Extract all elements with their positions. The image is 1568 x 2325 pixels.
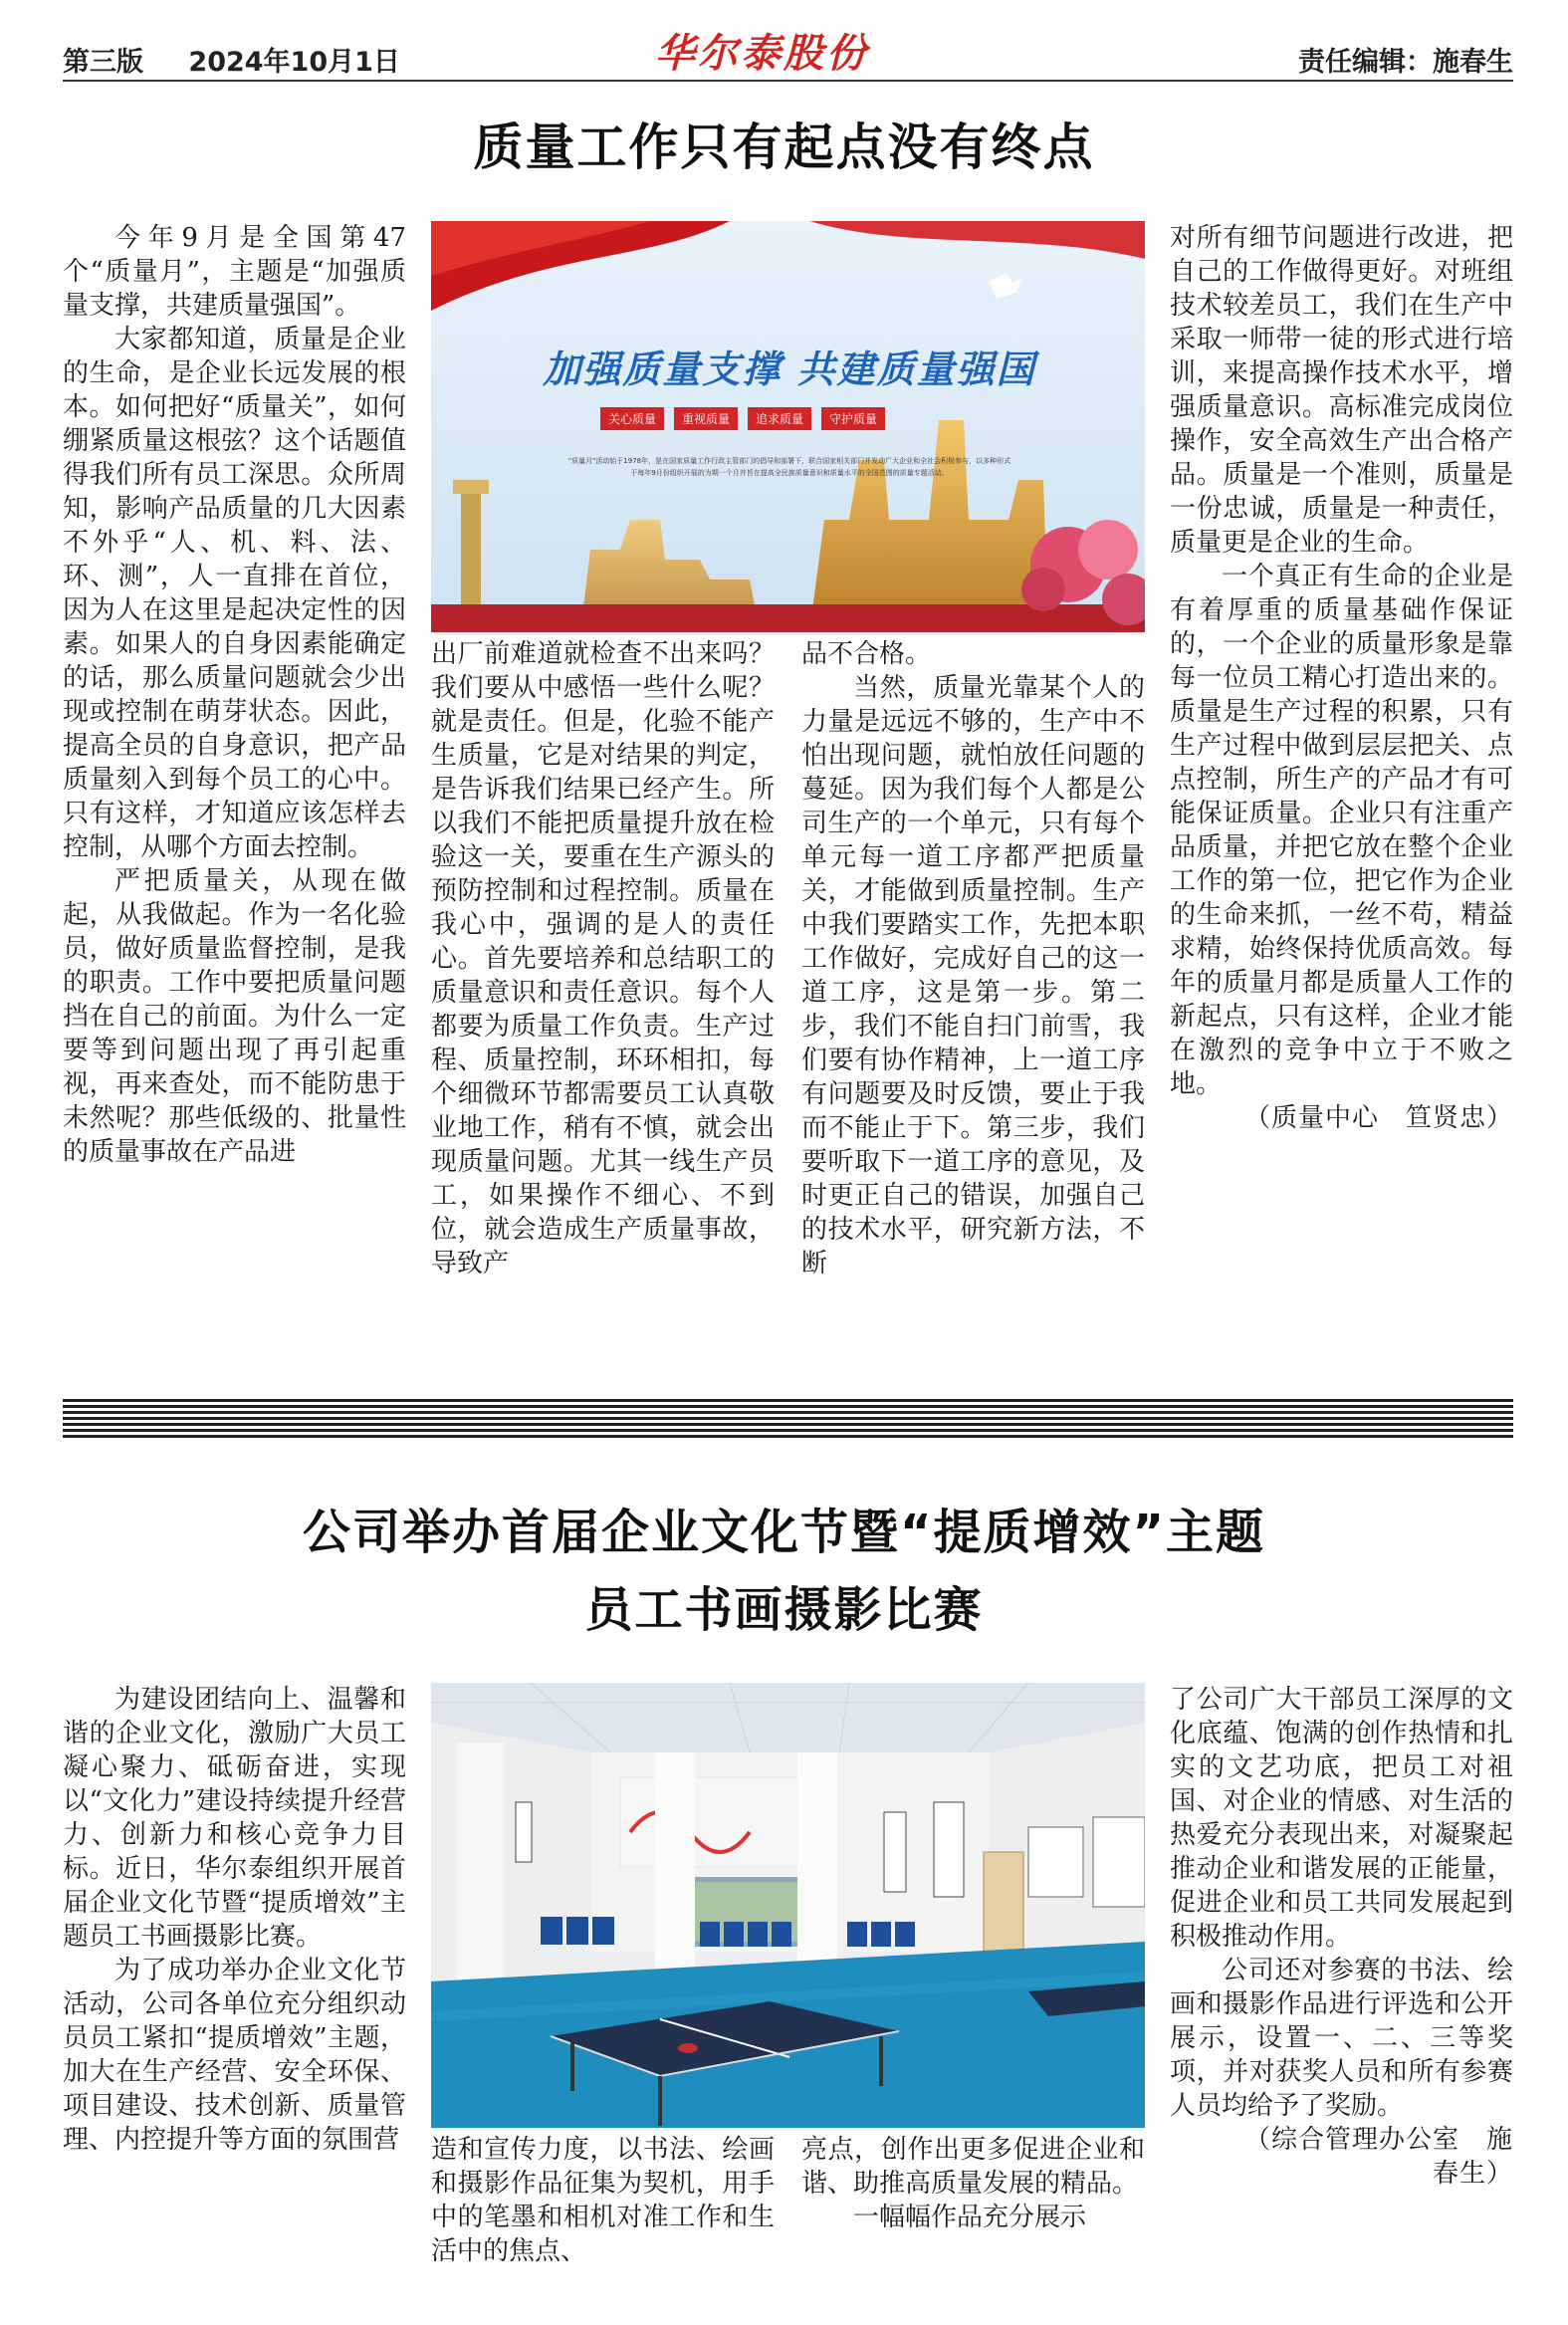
poster-caption-line: 于每年9月份组织开展的为期一个月并旨在提高全民族质量意识和质量水平的全国范围的质量专题活动。 [630, 469, 949, 477]
header-divider [63, 80, 1513, 82]
editor-label: 责任编辑：施春生 [1298, 47, 1513, 78]
article2-column-4 [1170, 1683, 1513, 2280]
poster-caption-line: "质量月"活动始于1978年，是在国家质量工作行政主管部门的倡导和部署下，联合国家相关部门并发动广大企业和全社会积极参与，以多种形式 [567, 457, 1011, 465]
article2-title-line: 员工书画摄影比赛 [584, 1582, 984, 1638]
edition-label: 第三版 [63, 47, 143, 78]
paragraph: 亮点，创作出更多促进企业和谐、助推高质量发展的精品。 [801, 2135, 1145, 2199]
activity-room-photo [431, 1683, 1145, 2128]
activity-room-photo-graphic [431, 1683, 1145, 2128]
poster-tag: 关心质量 [600, 407, 664, 430]
paragraph: 对所有细节问题进行改进，把自己的工作做得更好。对班组技术较差员工，我们在生产中采取一师带一徒的形式进行培训，来提高操作技术水平，增强质量意识。高标准完成岗位操作，安全高效生产出合格产品。质量是一个准则，质量是一份忠诚，质量是一种责任，质量更是企业的生命。 [1170, 223, 1513, 558]
masthead [63, 28, 1513, 76]
article1-byline: （质量中心 笪贤忠） [1243, 1103, 1513, 1133]
article1-column-3 [801, 637, 1145, 1379]
article2-column-2 [431, 2133, 775, 2272]
article1-title: 质量工作只有起点没有终点 [473, 118, 1095, 176]
article2-byline: （综合管理办公室 施春生） [1243, 2125, 1513, 2189]
paragraph: 严把质量关，从现在做起，从我做起。作为一名化验员，做好质量监督控制，是我的职责。工作中要把质量问题挡在自己的前面。为什么一定要等到问题出现了再引起重视，再来查处，而不能防患于未然呢？那些低级的、批量性的质量事故在产品进 [63, 866, 406, 1167]
paragraph: 当然，质量光靠某个人的力量是远远不够的，生产中不怕出现问题，就怕放任问题的蔓延。因为我们每个人都是公司生产的一个单元，只有每个单元每一道工序都严把质量关，才能做到质量控制。生产中我们要踏实工作，先把本职工作做好，完成好自己的这一道工序，这是第一步。第二步，我们不能自扫门前雪，我们要有协作精神，上一道工序有问题要及时反馈，要止于我而不能止于下。第三步，我们要听取下一道工序的意见，及时更正自己的错误，加强自己的技术水平，研究新方法，不断 [801, 673, 1145, 1279]
paragraph: 品不合格。 [801, 639, 932, 669]
section-divider [63, 1399, 1513, 1441]
article1-column-4 [1170, 221, 1513, 1316]
quality-month-poster [431, 221, 1145, 632]
poster-tag: 守护质量 [821, 407, 885, 430]
article1-column-2 [431, 637, 775, 1379]
poster-banner-text: 加强质量支撑 共建质量强国 [543, 348, 1036, 391]
poster-tag: 重视质量 [674, 407, 738, 430]
poster-caption [491, 455, 1088, 479]
paragraph: 为建设团结向上、温馨和谐的企业文化，激励广大员工凝心聚力、砥砺奋进，实现以“文化力”建设持续提升经营力、创新力和核心竞争力目标。近日，华尔泰组织开展首届企业文化节暨“提质增效”主题员工书画摄影比赛。 [63, 1685, 406, 1952]
brand-logo-text: 华尔泰股份 [655, 30, 869, 77]
paragraph: 一幅幅作品充分展示 [853, 2203, 1087, 2232]
article2-column-3 [801, 2133, 1145, 2272]
paragraph: 出厂前难道就检查不出来吗？我们要从中感悟一些什么呢？就是责任。但是，化验不能产生质量，它是对结果的判定，是告诉我们结果已经产生。所以我们不能把质量提升放在检验这一关，要重在生产源头的预防控制和过程控制。质量在我心中，强调的是人的责任心。首先要培养和总结职工的质量意识和责任意识。每个人都要为质量工作负责。生产过程、质量控制，环环相扣，每个细微环节都需要员工认真敬业地工作，稍有不慎，就会出现质量问题。尤其一线生产员工，如果操作不细心、不到位，就会造成生产质量事故，导致产 [431, 639, 775, 1279]
paragraph: 为了成功举办企业文化节活动，公司各单位充分组织动员员工紧扣“提质增效”主题，加大在生产经营、安全环保、项目建设、技术创新、质量管理、内控提升等方面的氛围营 [63, 1956, 406, 2155]
paragraph: 今年9月是全国第47个“质量月”，主题是“加强质量支撑，共建质量强国”。 [63, 223, 406, 321]
paragraph: 一个真正有生命的企业是有着厚重的质量基础作保证的，一个企业的质量形象是靠每一位员工精心打造出来的。质量是生产过程的积累，只有生产过程中做到层层把关、点点控制，所生产的产品才有可能保证质量。企业只有注重产品质量，并把它放在整个企业工作的第一位，把它作为企业的生命来抓，一丝不苟，精益求精，始终保持优质高效。每年的质量月都是质量人工作的新起点，只有这样，企业才能在激烈的竞争中立于不败之地。 [1170, 562, 1513, 1099]
article1-column-1 [63, 221, 406, 1376]
poster-tag: 追求质量 [748, 407, 811, 430]
paragraph: 造和宣传力度，以书法、绘画和摄影作品征集为契机，用手中的笔墨和相机对准工作和生活中的焦点、 [431, 2135, 775, 2266]
article2-title [0, 1494, 1568, 1649]
paragraph: 了公司广大干部员工深厚的文化底蕴、饱满的创作热情和扎实的文艺功底，把员工对祖国、对企业的情感、对生活的热爱充分表现出来，对凝聚起推动企业和谐发展的正能量，促进企业和员工共同发展起到积极推动作用。 [1170, 1685, 1513, 1952]
poster-tags [600, 407, 885, 430]
paragraph: 大家都知道，质量是企业的生命，是企业长远发展的根本。如何把好“质量关”，如何绷紧质量这根弦？这个话题值得我们所有员工深思。众所周知，影响产品质量的几大因素不外乎“人、机、料、法、环、测”，人一直排在首位，因为人在这里是起决定性的因素。如果人的自身因素能确定的话，那么质量问题就会少出现或控制在萌芽状态。因此，提高全员的自身意识，把产品质量刻入到每个员工的心中。只有这样，才知道应该怎样去控制，从哪个方面去控制。 [63, 325, 406, 862]
paragraph: 公司还对参赛的书法、绘画和摄影作品进行评选和公开展示，设置一、二、三等奖项，并对获奖人员和所有参赛人员均给予了奖励。 [1170, 1956, 1513, 2121]
article2-column-1 [63, 1683, 406, 2260]
article2-title-line: 公司举办首届企业文化节暨“提质增效”主题 [302, 1505, 1266, 1560]
edition-info [63, 40, 436, 79]
date-label: 2024年10月1日 [188, 47, 400, 78]
